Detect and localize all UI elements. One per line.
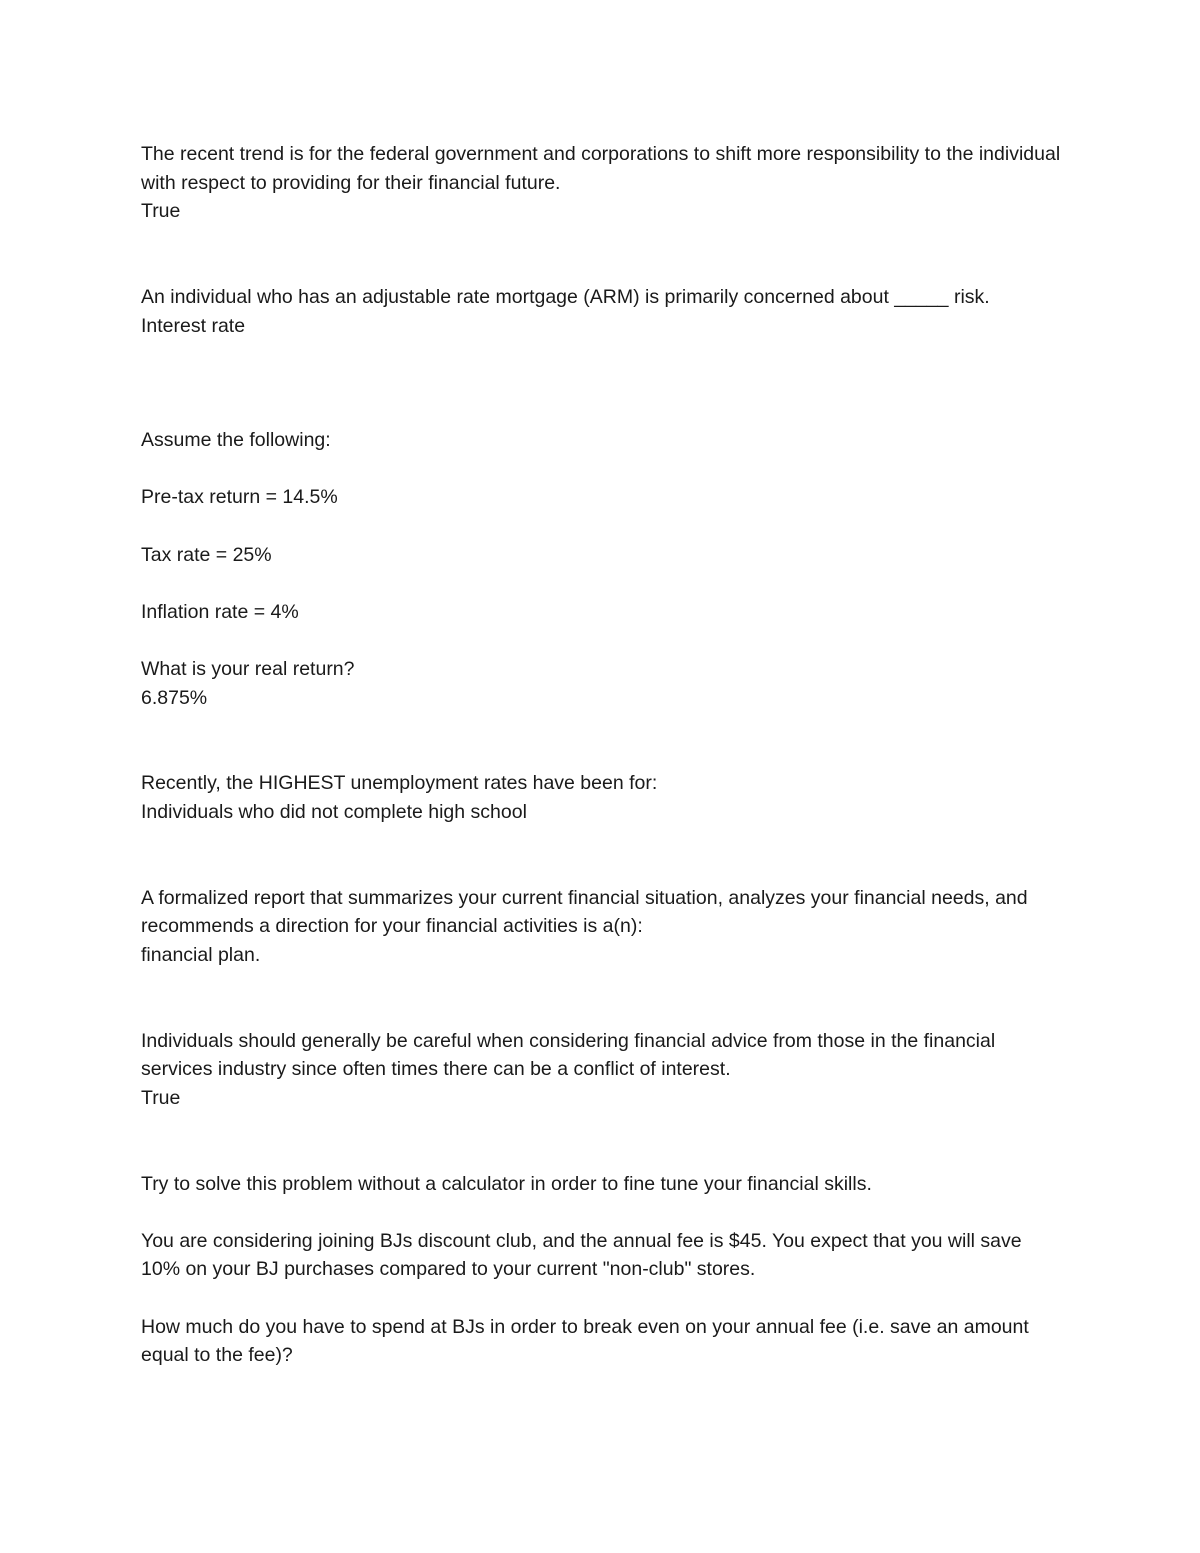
- question-block-2: [141, 283, 1061, 340]
- question-intro: Try to solve this problem without a calculator in order to fine tune your financial skills.: [141, 1172, 872, 1195]
- answer-text: Individuals who did not complete high school: [141, 800, 527, 823]
- question-scenario: You are considering joining BJs discount club, and the annual fee is $45. You expect that you will save 10% on your BJ purchases compared to your current "non-club" stores.: [141, 1229, 1022, 1281]
- spacer: [141, 712, 1061, 769]
- document-content: [141, 140, 1061, 1370]
- answer-text: 6.875%: [141, 686, 208, 709]
- question-text: The recent trend is for the federal government and corporations to shift more responsibility to the individual with respect to providing for their financial future.: [141, 143, 1061, 194]
- question-text: What is your real return?: [141, 657, 355, 680]
- question-block-4: [141, 769, 1061, 826]
- question-block-6: [141, 1027, 1061, 1113]
- spacer: [141, 1112, 1061, 1169]
- question-text: Recently, the HIGHEST unemployment rates have been for:: [141, 772, 658, 795]
- question-block-1: [141, 140, 1061, 226]
- spacer: [141, 826, 1061, 883]
- answer-text: financial plan.: [141, 943, 261, 966]
- spacer: [141, 969, 1061, 1026]
- answer-text: Interest rate: [141, 314, 246, 337]
- assumption-pretax: Pre-tax return = 14.5%: [141, 486, 338, 509]
- question-block-5: [141, 884, 1061, 970]
- question-intro: Assume the following:: [141, 429, 331, 452]
- question-text: Individuals should generally be careful when considering financial advice from those in the financial services industry since often times there can be a conflict of interest.: [141, 1029, 996, 1081]
- question-text: How much do you have to spend at BJs in order to break even on your annual fee (i.e. save an amount equal to the fee)?: [141, 1315, 1029, 1367]
- assumption-inflation: Inflation rate = 4%: [141, 600, 299, 623]
- answer-text: True: [141, 200, 181, 223]
- answer-text: True: [141, 1086, 181, 1109]
- question-text: A formalized report that summarizes your current financial situation, analyzes your financial needs, and recommends a direction for your financial activities is a(n):: [141, 886, 1028, 938]
- assumption-tax: Tax rate = 25%: [141, 543, 272, 566]
- spacer: [141, 226, 1061, 283]
- question-block-3: [141, 426, 1061, 712]
- question-block-7: [141, 1170, 1061, 1370]
- spacer: [141, 340, 1061, 426]
- question-text: An individual who has an adjustable rate mortgage (ARM) is primarily concerned about _____ risk.: [141, 285, 990, 308]
